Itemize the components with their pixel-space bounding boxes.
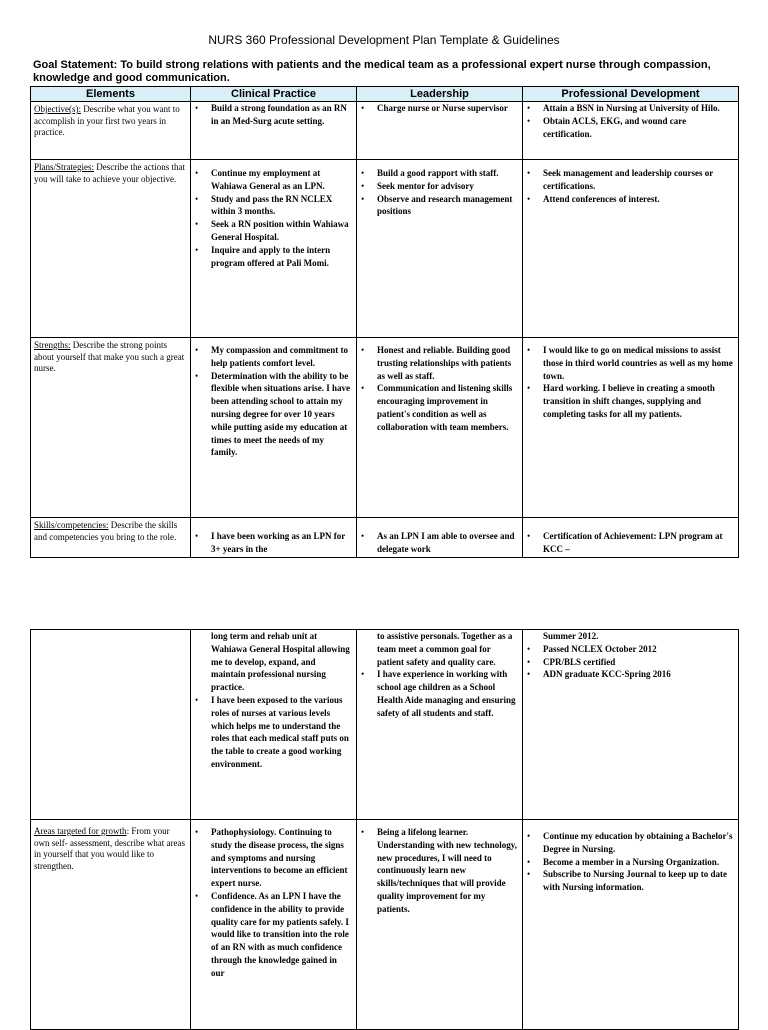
row-areas-for-growth	[31, 820, 739, 1030]
bullet-item: • Seek a RN position within Wahiawa General Hospital.	[211, 218, 352, 244]
bullet-item: • Certification of Achievement: LPN program at KCC –	[543, 530, 734, 556]
element-desc: : From your own self- assessment, describe what areas in yourself that you would like to strengthen.	[34, 826, 185, 871]
clinical-cell	[191, 338, 357, 518]
bullet-item: • Hard working. I believe in creating a smooth transition in shift changes, supplying and completing tasks for all my patients.	[543, 382, 734, 420]
bullet-item: • Build a strong foundation as an RN in an Med-Surg acute setting.	[211, 102, 352, 128]
element-key: Strengths:	[34, 340, 71, 350]
profdev-cell	[523, 518, 739, 558]
element-key: Skills/competencies:	[34, 520, 109, 530]
element-cell	[31, 102, 191, 160]
header-leadership: Leadership	[357, 87, 523, 102]
bullet-item: • Confidence. As an LPN I have the confidence in the ability to provide quality care for my patients safely. I would like to transition into the role of an RN with as much confidence through the knowledge gained in our	[211, 890, 352, 980]
leadership-cell	[357, 102, 523, 160]
profdev-cell	[523, 338, 739, 518]
leadership-cell	[357, 518, 523, 558]
table-header-row	[31, 87, 739, 102]
bullet-item: • Seek mentor for advisory	[377, 180, 518, 193]
goal-statement: Goal Statement: To build strong relations with patients and the medical team as a professional expert nurse through compassion, knowledge and good communication.	[33, 59, 711, 84]
row-skills-competencies	[31, 518, 739, 558]
bullet-item: • Pathophysiology. Continuing to study the disease process, the signs and symptoms and nursing interventions to become an efficient expert nurse.	[211, 826, 352, 890]
element-key: Areas targeted for growth	[34, 826, 127, 836]
row-plans-strategies	[31, 160, 739, 338]
bullet-item: • I have been working as an LPN for 3+ years in the	[211, 530, 352, 556]
bullet-item: • CPR/BLS certified	[543, 656, 734, 669]
clinical-cell	[191, 160, 357, 338]
bullet-item: • Determination with the ability to be flexible when situations arise. I have been attending school to attain my nursing degree for over 10 years while putting aside my education at times to meet the needs of my family.	[211, 370, 352, 460]
leadership-cell	[357, 820, 523, 1030]
bullet-item: • Attend conferences of interest.	[543, 193, 734, 206]
bullet-item: • I have experience in working with school age children as a School Health Aide managing and ensuring safety of all students and staff.	[377, 668, 518, 719]
element-desc: Describe what you want to accomplish in your first two years in practice.	[34, 104, 180, 137]
bullet-item: • Become a member in a Nursing Organization.	[543, 856, 734, 869]
clinical-cell	[191, 630, 357, 820]
element-cell	[31, 630, 191, 820]
element-cell	[31, 518, 191, 558]
element-desc: Describe the strong points about yourself that make you such a great nurse.	[34, 340, 185, 373]
bullet-item: • As an LPN I am able to oversee and delegate work	[377, 530, 518, 556]
header-clinical-practice: Clinical Practice	[191, 87, 357, 102]
bullet-item: • Charge nurse or Nurse supervisor	[377, 102, 518, 115]
bullet-item: • Build a good rapport with staff.	[377, 167, 518, 180]
element-desc: Describe the actions that you will take to achieve your objective.	[34, 162, 185, 184]
clinical-cell	[191, 102, 357, 160]
profdev-cell	[523, 820, 739, 1030]
element-cell	[31, 820, 191, 1030]
bullet-item: long term and rehab unit at Wahiawa General Hospital allowing me to develop, expand, and maintain professional nursing practice.	[211, 631, 350, 693]
page-title: NURS 360 Professional Development Plan Template & Guidelines	[208, 33, 560, 47]
element-key: Objective(s):	[34, 104, 81, 114]
profdev-cell	[523, 630, 739, 820]
element-cell	[31, 338, 191, 518]
element-key: Plans/Strategies:	[34, 162, 94, 172]
row-objectives	[31, 102, 739, 160]
bullet-item: • Communication and listening skills encouraging improvement in patient's condition as well as collaboration with team members.	[377, 382, 518, 433]
plan-table	[30, 86, 739, 558]
bullet-item: • ADN graduate KCC-Spring 2016	[543, 668, 734, 681]
bullet-item: • Being a lifelong learner. Understanding with new technology, new procedures, I will need to continuously learn new skills/techniques that will provide quality improvement for my patients.	[377, 826, 518, 916]
bullet-item: • Study and pass the RN NCLEX within 3 months.	[211, 193, 352, 219]
bullet-item: Summer 2012.	[543, 631, 599, 641]
header-professional-development: Professional Development	[523, 87, 739, 102]
bullet-item: to assistive personals. Together as a team meet a common goal for patient safety and quality care.	[377, 631, 513, 667]
bullet-item: • Continue my education by obtaining a Bachelor's Degree in Nursing.	[543, 830, 734, 856]
row-skills-continued	[31, 630, 739, 820]
bullet-item: • Honest and reliable. Building good trusting relationships with patients as well as staff.	[377, 344, 518, 382]
bullet-item: • My compassion and commitment to help patients comfort level.	[211, 344, 352, 370]
bullet-item: • Seek management and leadership courses or certifications.	[543, 167, 734, 193]
bullet-item: • I would like to go on medical missions to assist those in third world countries as well as my home town.	[543, 344, 734, 382]
profdev-cell	[523, 102, 739, 160]
bullet-item: • Attain a BSN in Nursing at University of Hilo.	[543, 102, 734, 115]
clinical-cell	[191, 820, 357, 1030]
leadership-cell	[357, 630, 523, 820]
bullet-item: • Passed NCLEX October 2012	[543, 643, 734, 656]
bullet-item: • Inquire and apply to the intern program offered at Pali Momi.	[211, 244, 352, 270]
leadership-cell	[357, 338, 523, 518]
leadership-cell	[357, 160, 523, 338]
profdev-cell	[523, 160, 739, 338]
plan-table-continued	[30, 629, 739, 1030]
clinical-cell	[191, 518, 357, 558]
bullet-item: • Observe and research management positions	[377, 193, 518, 219]
element-cell	[31, 160, 191, 338]
bullet-item: • I have been exposed to the various roles of nurses at various levels which helps me to understand the roles that each medical staff puts on the table to create a good working environment.	[211, 694, 352, 771]
bullet-item: • Continue my employment at Wahiawa General as an LPN.	[211, 167, 352, 193]
row-strengths	[31, 338, 739, 518]
element-desc: Describe the skills and competencies you bring to the role.	[34, 520, 178, 542]
bullet-item: • Obtain ACLS, EKG, and wound care certification.	[543, 115, 734, 141]
bullet-item: • Subscribe to Nursing Journal to keep up to date with Nursing information.	[543, 868, 734, 894]
header-elements: Elements	[31, 87, 191, 102]
